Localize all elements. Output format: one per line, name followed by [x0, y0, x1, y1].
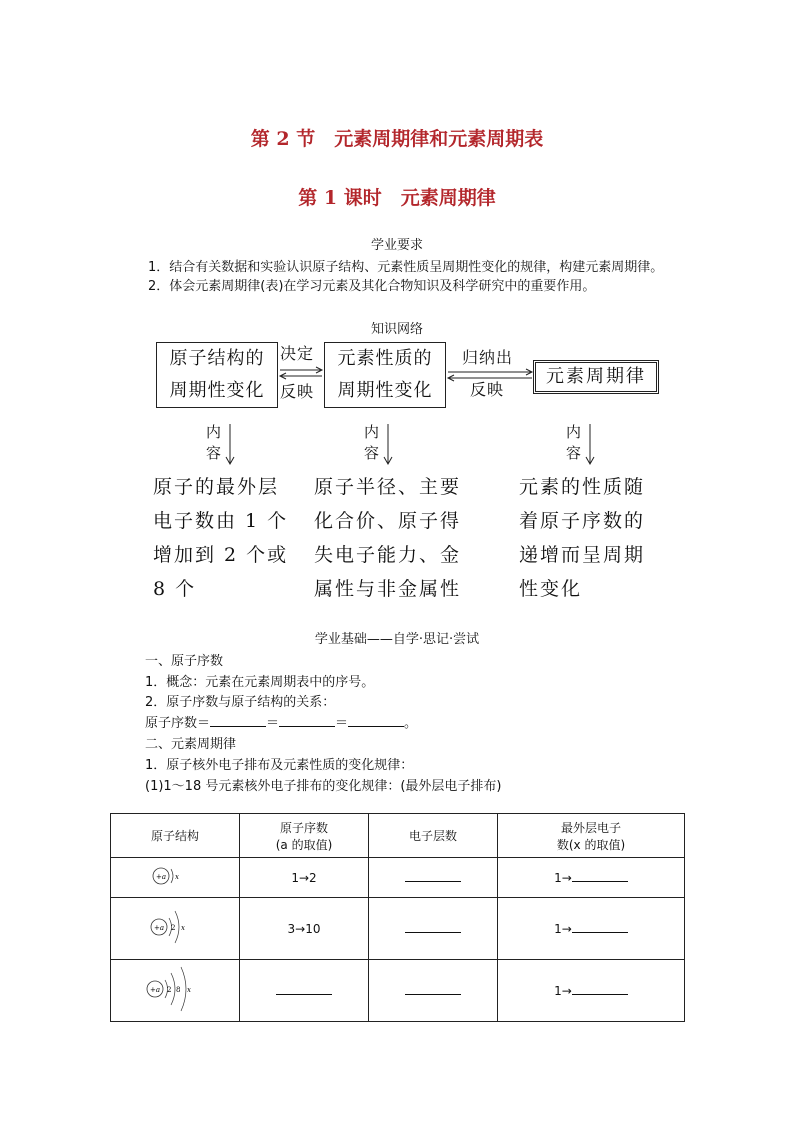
blank-1[interactable] [210, 713, 266, 727]
answer-blank[interactable] [572, 984, 628, 995]
content3-line: 元素的性质随 [519, 476, 646, 498]
box-atomic-structure [156, 342, 278, 408]
arrow1-bottom-label: 反映 [280, 382, 315, 401]
table-row [111, 960, 685, 1022]
content3-line: 性变化 [519, 578, 583, 600]
content-column-3 [519, 470, 645, 606]
shell-count-cell [369, 960, 498, 1022]
requirement-item-2: 2．体会元素周期律(表)在学习元素及其化合物知识及科学研究中的重要作用。 [148, 279, 596, 294]
down-label-2b: 容 [364, 444, 382, 462]
equation-line [145, 712, 417, 731]
atomic-number-cell [240, 960, 369, 1022]
content3-line: 递增而呈周期 [519, 544, 646, 566]
outer-electrons-cell [498, 960, 685, 1022]
atom-diagram-1shell [145, 861, 205, 891]
atom-diagram-cell [111, 858, 240, 898]
content2-line: 原子半径、主要 [314, 476, 462, 498]
section-title: 第 2 节 元素周期律和元素周期表 [250, 128, 544, 150]
content-column-1 [153, 470, 288, 606]
down-label-3a: 内 [566, 423, 584, 441]
table-row [111, 858, 685, 898]
header-atomic-number-line1: 原子序数 [279, 820, 328, 835]
shell-label: x [181, 924, 185, 932]
atomic-number-cell: 1→2 [240, 858, 369, 898]
arrow1-top-label: 决定 [280, 344, 315, 363]
relation-line: 2．原子序数与原子结构的关系： [145, 695, 336, 710]
header-shell-count: 电子层数 [369, 814, 498, 858]
content2-line: 属性与非金属性 [314, 578, 462, 600]
atom-diagram-cell [111, 898, 240, 960]
answer-blank[interactable] [276, 984, 332, 995]
shell-label: x [187, 986, 191, 994]
answer-blank[interactable] [572, 922, 628, 933]
shell-label: 8 [176, 986, 181, 994]
equation-label: 原子序数＝ [145, 716, 211, 731]
box3-text: 元素周期律 [546, 366, 646, 387]
content1-line: 增加到 2 个或 [153, 544, 289, 566]
equation-sign-2: ＝ [335, 716, 349, 731]
box-periodic-law [533, 360, 659, 394]
down-label-1a: 内 [206, 423, 224, 441]
content1-line: 8 个 [153, 578, 197, 600]
answer-blank[interactable] [405, 984, 461, 995]
shell-label: x [175, 873, 179, 881]
box1-line2: 周期性变化 [169, 380, 265, 401]
atom-diagram-cell [111, 960, 240, 1022]
section-2-heading: 二、元素周期律 [145, 737, 237, 752]
box-element-properties [324, 342, 446, 408]
down-label-3b: 容 [566, 444, 584, 462]
down-label-1b: 容 [206, 444, 224, 462]
nucleus-label: +a [149, 986, 161, 994]
law-1-line: 1．原子核外电子排布及元素性质的变化规律： [145, 758, 414, 773]
requirements-header: 学业要求 [370, 238, 423, 253]
header-structure: 原子结构 [111, 814, 240, 858]
shell-label: 2 [171, 924, 176, 932]
header-outer-electrons-line2: 数(x 的取值) [556, 837, 626, 852]
content-column-2 [314, 470, 461, 606]
down-label-2a: 内 [364, 423, 382, 441]
atom-diagram-2shell [145, 905, 205, 949]
equation-sign-1: ＝ [266, 716, 280, 731]
law-1-sub-line: (1)1～18 号元素核外电子排布的变化规律：(最外层电子排布) [145, 779, 502, 794]
outer-electrons-cell [498, 858, 685, 898]
network-header: 知识网络 [370, 322, 423, 337]
content2-line: 化合价、原子得 [314, 510, 462, 532]
shell-count-cell [369, 898, 498, 960]
header-outer-electrons [498, 814, 685, 858]
arrow2-bottom-label: 反映 [470, 380, 505, 399]
answer-blank[interactable] [572, 871, 628, 882]
arrow2-top-label: 归纳出 [462, 348, 514, 367]
down-arrow-2 [382, 424, 394, 466]
header-outer-electrons-line1: 最外层电子 [560, 820, 621, 835]
double-arrow-2 [446, 368, 534, 382]
down-arrow-1 [224, 424, 236, 466]
double-arrow-1 [278, 366, 324, 380]
box2-line2: 周期性变化 [337, 380, 433, 401]
outer-prefix: 1→ [554, 921, 572, 936]
blank-3[interactable] [348, 713, 404, 727]
content2-line: 失电子能力、金 [314, 544, 462, 566]
content1-line: 原子的最外层 [153, 476, 280, 498]
table-row [111, 898, 685, 960]
section-1-heading: 一、原子序数 [145, 654, 224, 669]
atom-diagram-3shell [143, 964, 207, 1014]
atomic-number-cell: 3→10 [240, 898, 369, 960]
equation-end: 。 [404, 716, 418, 731]
electron-arrangement-table [110, 813, 685, 1022]
nucleus-label: +a [155, 873, 167, 881]
outer-prefix: 1→ [554, 983, 572, 998]
outer-prefix: 1→ [554, 870, 572, 885]
answer-blank[interactable] [405, 871, 461, 882]
down-arrow-3 [584, 424, 596, 466]
nucleus-label: +a [153, 924, 165, 932]
outer-electrons-cell [498, 898, 685, 960]
box2-line1: 元素性质的 [337, 348, 433, 369]
shell-label: 2 [167, 986, 172, 994]
blank-2[interactable] [279, 713, 335, 727]
lesson-title: 第 1 课时 元素周期律 [298, 187, 496, 209]
concept-line: 1．概念：元素在元素周期表中的序号。 [145, 675, 375, 690]
content1-line: 电子数由 1 个 [153, 510, 289, 532]
requirement-item-1: 1．结合有关数据和实验认识原子结构、元素性质呈周期性变化的规律，构建元素周期律。 [148, 260, 664, 275]
box1-line1: 原子结构的 [169, 348, 265, 369]
content3-line: 着原子序数的 [519, 510, 646, 532]
basics-header: 学业基础——自学·思记·尝试 [314, 632, 480, 647]
header-atomic-number-line2: (a 的取值) [275, 837, 333, 852]
answer-blank[interactable] [405, 922, 461, 933]
table-header-row [111, 814, 685, 858]
shell-count-cell [369, 858, 498, 898]
header-atomic-number [240, 814, 369, 858]
